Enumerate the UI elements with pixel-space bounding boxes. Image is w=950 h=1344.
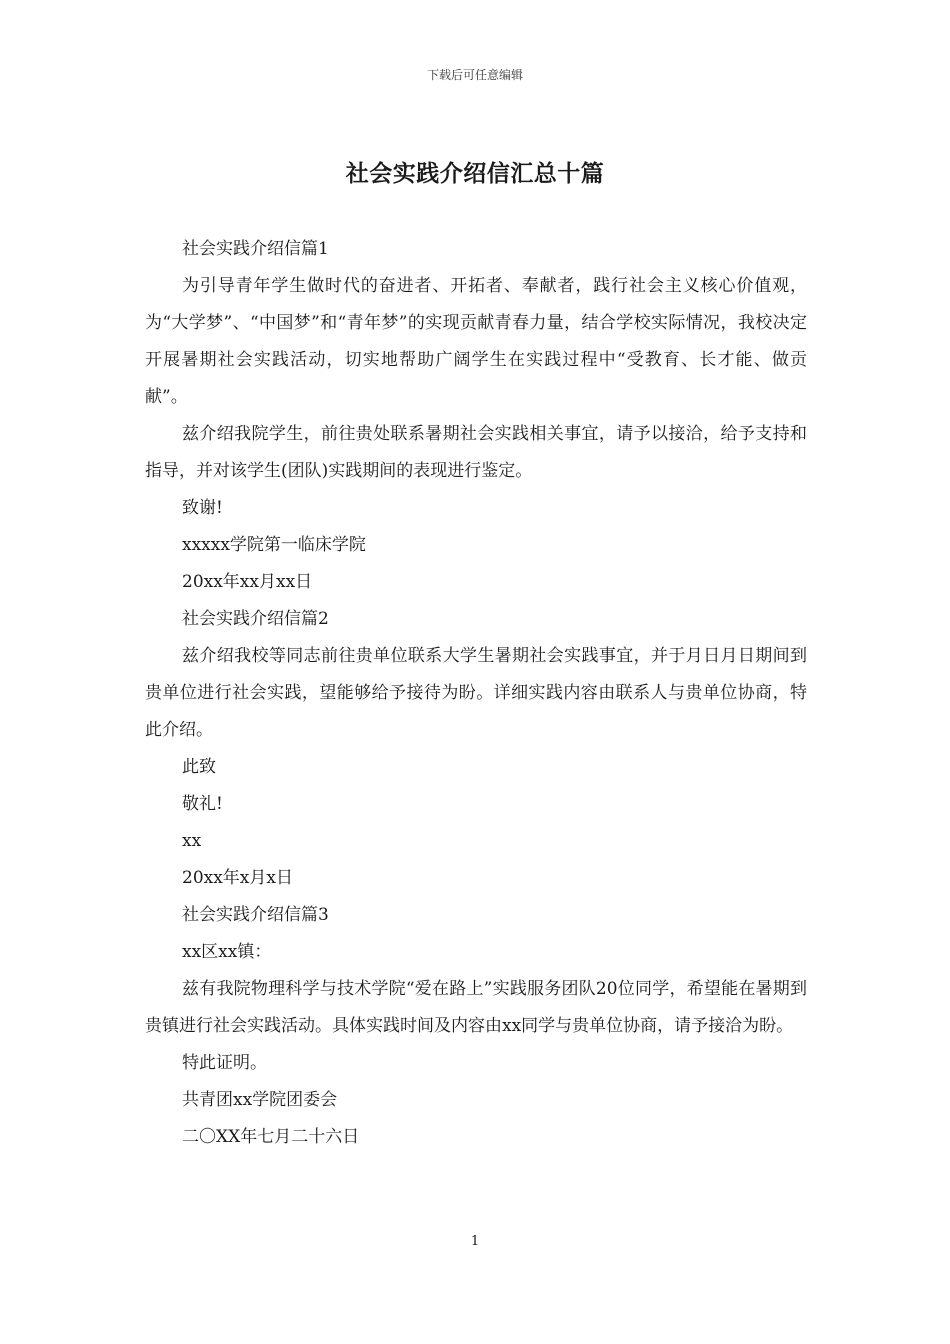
letter-3-signature: 共青团xx学院团委会 bbox=[182, 1090, 338, 1110]
letter-1-paragraph-1: 为引导青年学生做时代的奋进者、开拓者、奉献者，践行社会主义核心价值观，为“大学梦”、“中国梦”和“青年梦”的实现贡献青春力量，结合学校实际情况，我校决定开展暑期社会实践活动，切实地帮助广阔学生在实践过程中“受教育、长才能、做贡献”。 bbox=[145, 276, 807, 407]
letter-1-signature: xxxxx学院第一临床学院 bbox=[182, 535, 366, 555]
letter-3-salutation: xx区xx镇： bbox=[182, 942, 272, 962]
letter-3-paragraph-1: 兹有我院物理科学与技术学院“爱在路上”实践服务团队20位同学，希望能在暑期到贵镇进行社会实践活动。具体实践时间及内容由xx同学与贵单位协商，请予接洽为盼。 bbox=[145, 979, 807, 1036]
letter-2-paragraph-1: 兹介绍我校等同志前往贵单位联系大学生暑期社会实践事宜，并于月日月日期间到贵单位进行社会实践，望能够给予接待为盼。详细实践内容由联系人与贵单位协商，特此介绍。 bbox=[145, 646, 807, 740]
letter-2-closing-2: 敬礼! bbox=[182, 794, 223, 814]
letter-3-closing: 特此证明。 bbox=[182, 1053, 267, 1073]
letter-2-date: 20xx年x月x日 bbox=[182, 868, 293, 888]
document-body bbox=[145, 231, 807, 1156]
document-title: 社会实践介绍信汇总十篇 bbox=[345, 160, 605, 187]
letter-2-signature: xx bbox=[182, 831, 202, 851]
header-note: 下载后可任意编辑 bbox=[426, 68, 523, 82]
letter-1-date: 20xx年xx月xx日 bbox=[182, 572, 313, 592]
page-number: 1 bbox=[470, 1234, 480, 1249]
letter-2-closing-1: 此致 bbox=[182, 757, 216, 777]
section-heading-1: 社会实践介绍信篇1 bbox=[182, 239, 329, 259]
section-heading-2: 社会实践介绍信篇2 bbox=[182, 609, 329, 629]
section-heading-3: 社会实践介绍信篇3 bbox=[182, 905, 329, 925]
letter-1-paragraph-2: 兹介绍我院学生，前往贵处联系暑期社会实践相关事宜，请予以接洽，给予支持和指导，并对该学生(团队)实践期间的表现进行鉴定。 bbox=[145, 424, 807, 481]
letter-3-date: 二〇XX年七月二十六日 bbox=[182, 1127, 360, 1147]
letter-1-closing: 致谢! bbox=[182, 498, 223, 518]
